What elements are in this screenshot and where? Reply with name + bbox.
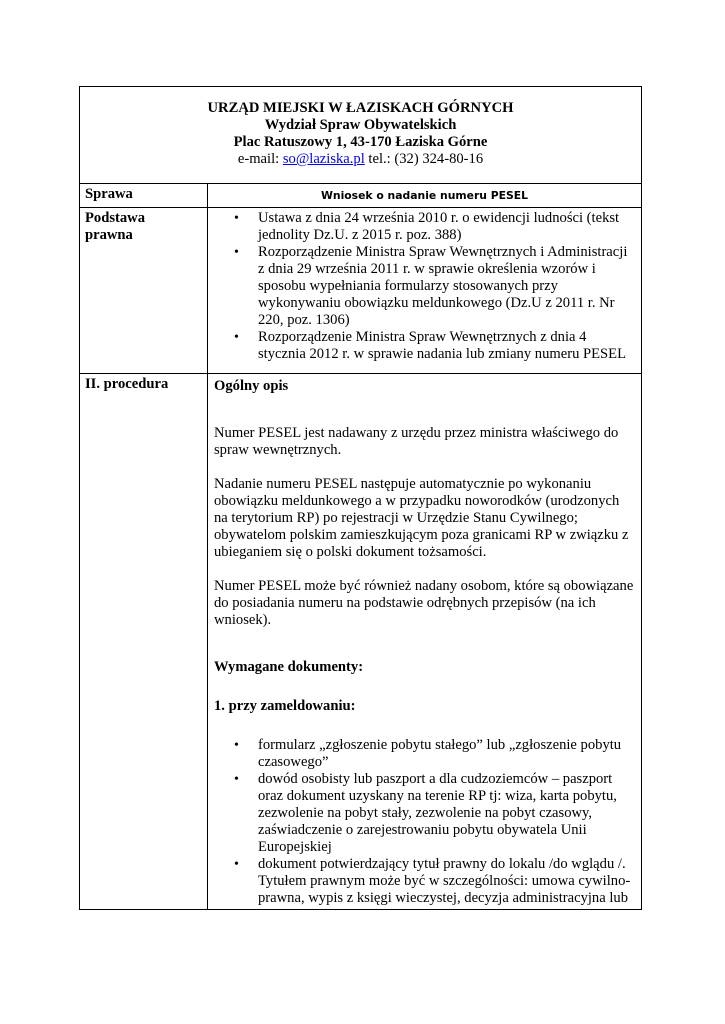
legal-basis-label-line2: prawna — [85, 227, 133, 243]
procedure-paragraph: Nadanie numeru PESEL następuje automatycznie po wykonaniu obowiązku meldunkowego a w przypadku noworodków (urodzonych na terytorium RP) po rejestracji w Urzędzie Stanu Cywilnego; obywatelom polskim zamieszkującym poza granicami RP w związku z ubieganiem się o polski dokument tożsamości. — [214, 476, 629, 560]
case-row — [80, 184, 642, 208]
procedure-content — [208, 374, 642, 910]
list-item: • Rozporządzenie Ministra Spraw Wewnętrznych i Administracji z dnia 29 września 2011 r. w sprawie określenia wzorów i sposobu wypełniania formularzy stosowanych przy wykonywaniu obowiązku meldunkowego (Dz.U z 2011 r. Nr 220, poz. 1306) — [214, 244, 635, 329]
legal-basis-label-line1: Podstawa — [85, 210, 145, 226]
list-item: • formularz „zgłoszenie pobytu stałego” lub „zgłoszenie pobytu czasowego” — [214, 737, 635, 771]
documents-list — [214, 737, 635, 907]
legal-basis-list — [214, 210, 635, 363]
email-prefix: e-mail: — [237, 151, 283, 167]
header-cell — [80, 87, 642, 184]
case-title: Wniosek o nadanie numeru PESEL — [208, 184, 642, 208]
contact-line — [86, 151, 635, 168]
list-item: • dokument potwierdzający tytuł prawny do lokalu /do wglądu /. Tytułem prawnym może być w szczególności: umowa cywilno-prawna, wypis z księgi wieczystej, decyzja administracyjna lub — [214, 856, 635, 907]
procedure-label: II. procedura — [80, 374, 208, 910]
list-item: • dowód osobisty lub paszport a dla cudzoziemców – paszport oraz dokument uzyskany na terenie RP tj: wiza, karta pobytu, zezwolenie na pobyt stały, zezwolenie na pobyt czasowy, zaświadczenie o zarejestrowaniu pobytu obywatela Unii Europejskiej — [214, 771, 635, 856]
list-item: • Rozporządzenie Ministra Spraw Wewnętrznych z dnia 4 stycznia 2012 r. w sprawie nadania lub zmiany numeru PESEL — [214, 329, 635, 363]
email-link[interactable]: so@laziska.pl — [282, 151, 365, 167]
documents-heading: Wymagane dokumenty: — [214, 659, 364, 675]
office-name: URZĄD MIEJSKI W ŁAZISKACH GÓRNYCH — [207, 100, 514, 116]
procedure-paragraph: Numer PESEL jest nadawany z urzędu przez ministra właściwego do spraw wewnętrznych. — [214, 425, 619, 458]
legal-basis-row — [80, 208, 642, 374]
info-table — [79, 86, 642, 910]
department-name: Wydział Spraw Obywatelskich — [264, 117, 457, 133]
procedure-paragraph: Numer PESEL może być również nadany osobom, które są obowiązane do posiadania numeru na podstawie odrębnych przepisów (na ich wniosek). — [214, 578, 634, 628]
header-row — [80, 87, 642, 184]
phone-text: tel.: (32) 324-80-16 — [364, 151, 484, 167]
procedure-row — [80, 374, 642, 910]
legal-basis-content — [208, 208, 642, 374]
legal-basis-label — [80, 208, 208, 374]
procedure-heading: Ogólny opis — [214, 378, 289, 394]
list-item: • Ustawa z dnia 24 września 2010 r. o ewidencji ludności (tekst jednolity Dz.U. z 2015 r. poz. 388) — [214, 210, 635, 244]
case-label: Sprawa — [80, 184, 208, 208]
registration-heading: 1. przy zameldowaniu: — [214, 698, 356, 714]
office-address: Plac Ratuszowy 1, 43-170 Łaziska Górne — [233, 134, 488, 150]
